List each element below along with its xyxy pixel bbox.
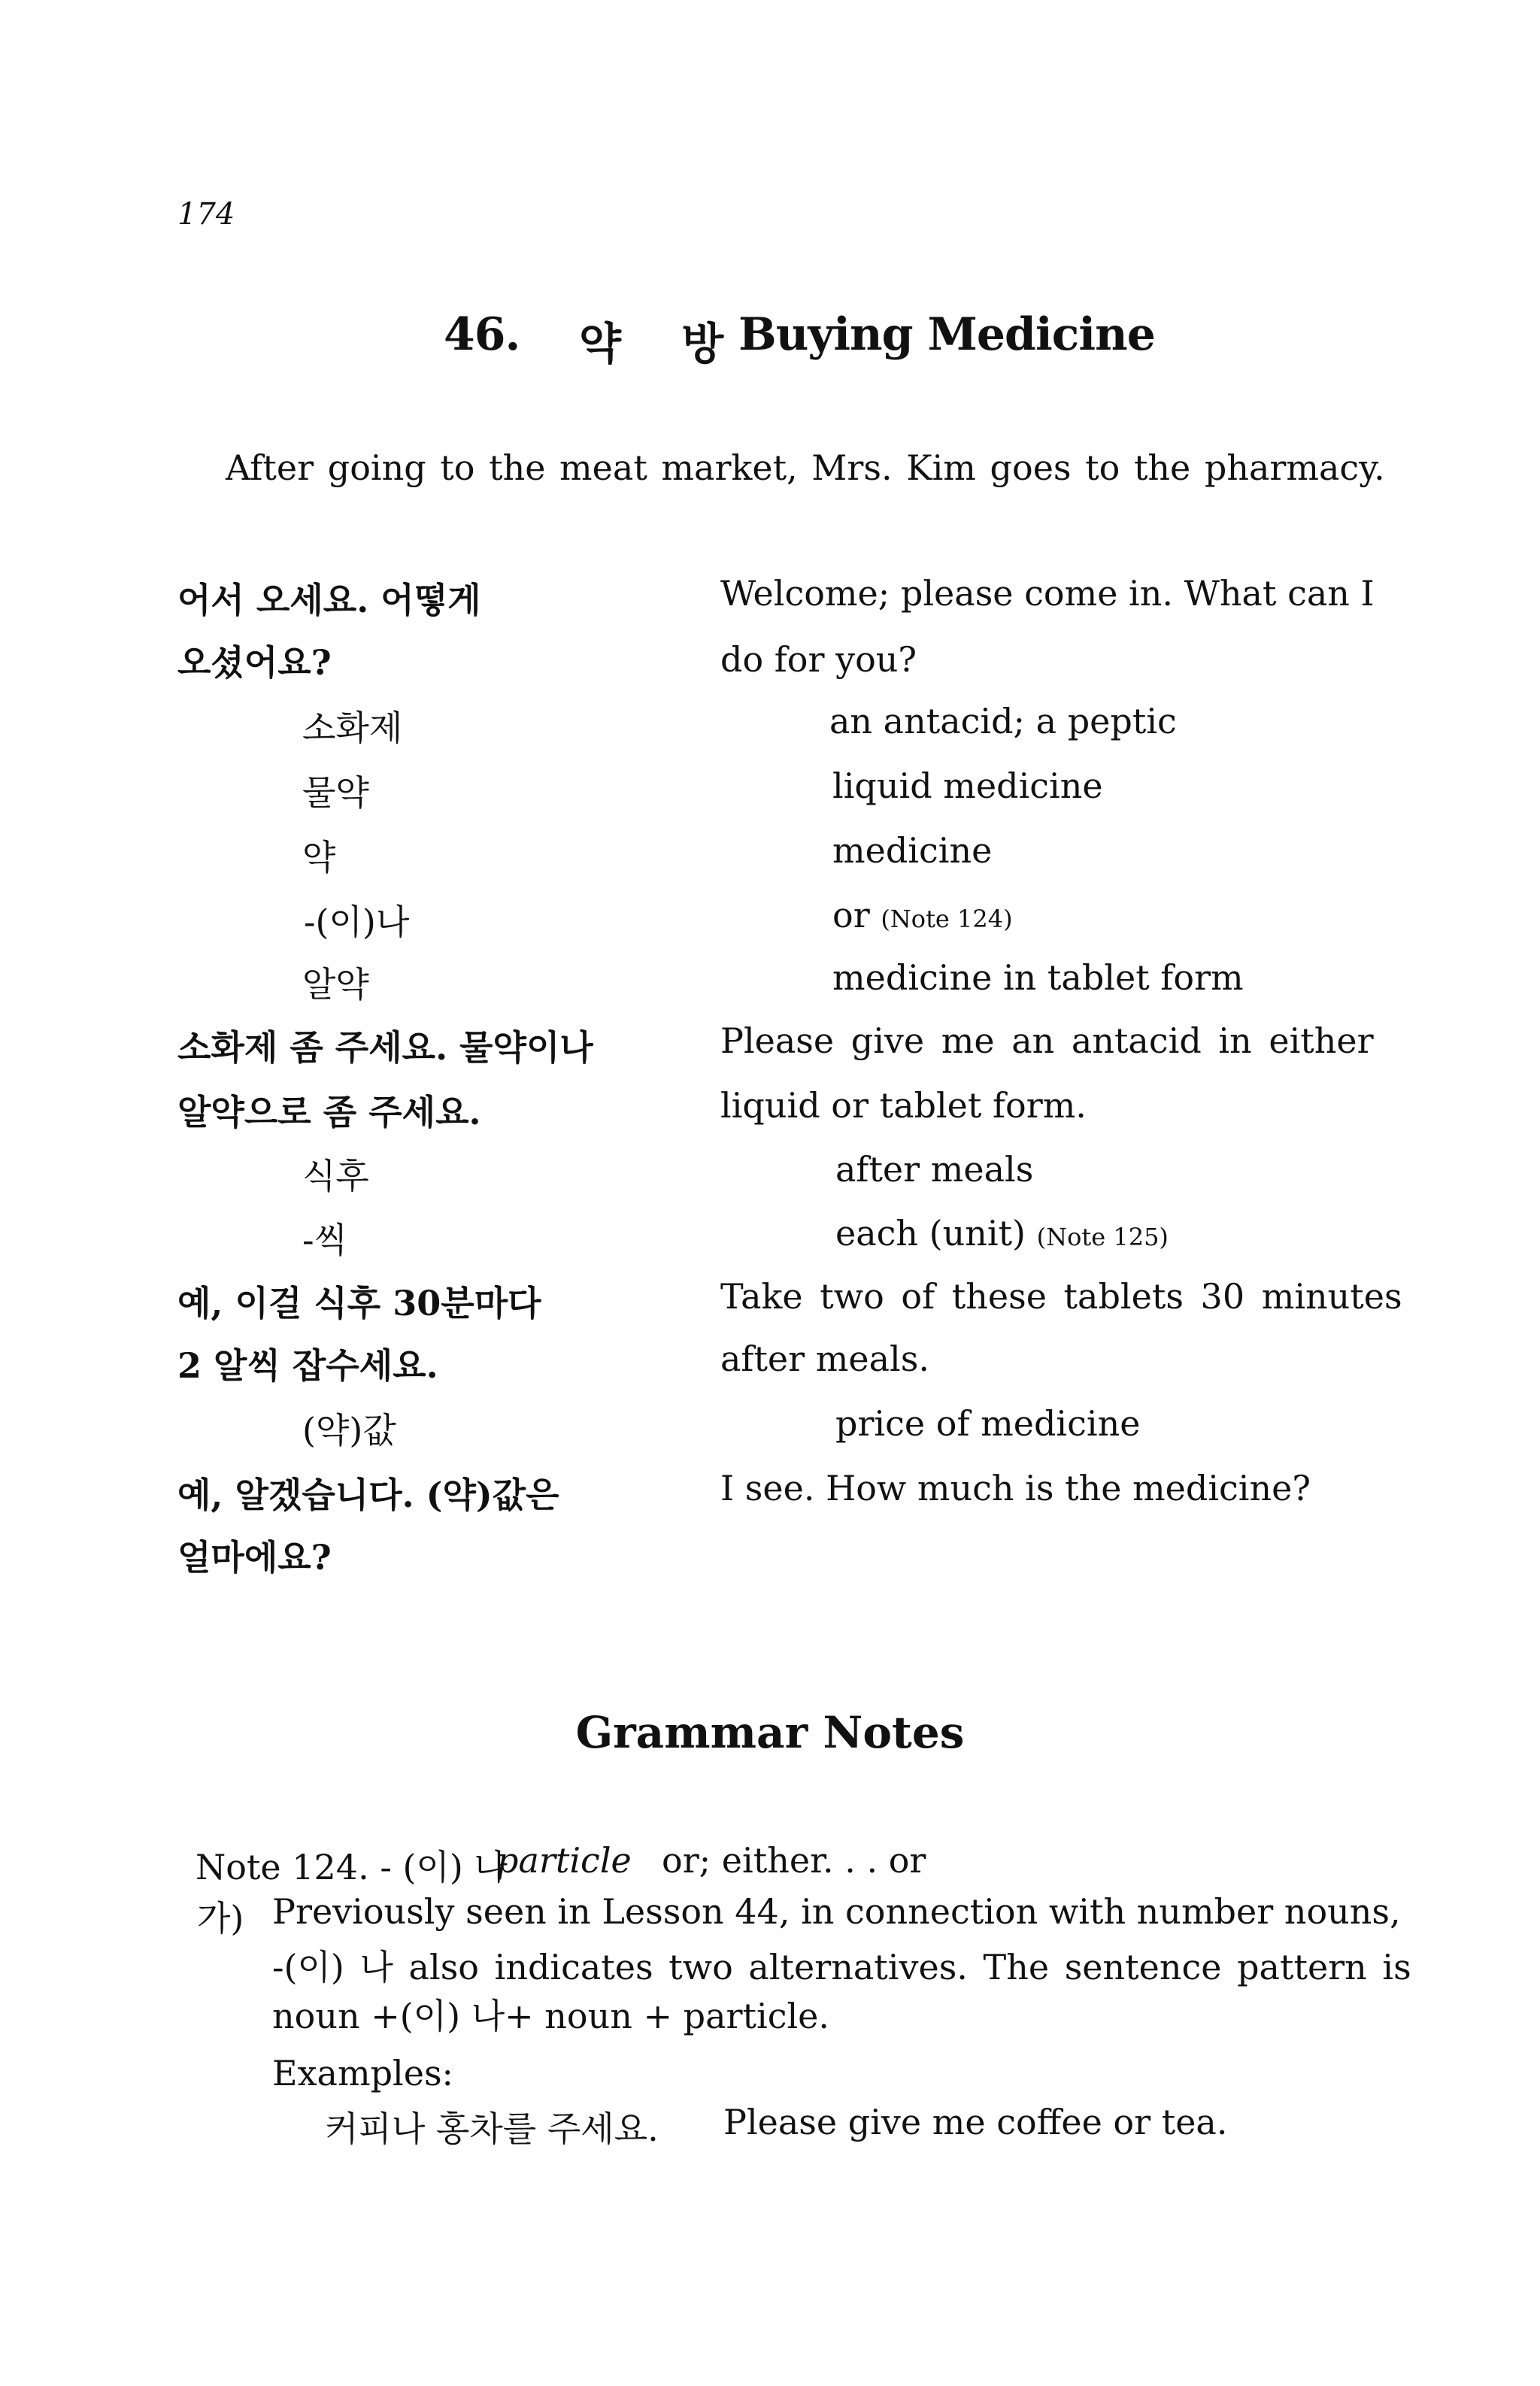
vocab-english: price of medicine bbox=[835, 1403, 1141, 1444]
point-marker: 가) bbox=[197, 1898, 244, 1939]
example-korean: 커피나 홍차를 주세요. bbox=[325, 2109, 659, 2149]
vocab-english: an antacid; a peptic bbox=[829, 701, 1177, 741]
dialogue-english: Take two of these tablets 30 minutes bbox=[720, 1276, 1402, 1317]
vocab-korean: 소화제 bbox=[302, 708, 403, 748]
vocab-korean: 알약 bbox=[302, 964, 369, 1005]
note-gloss: or; either. . . or bbox=[662, 1840, 926, 1881]
note-reference: (Note 125) bbox=[1036, 1223, 1169, 1251]
page-number: 174 bbox=[177, 197, 235, 232]
vocab-english: medicine bbox=[832, 830, 993, 871]
vocab-english-text: or bbox=[832, 895, 870, 935]
vocab-korean: (약)값 bbox=[302, 1410, 396, 1451]
dialogue-english: do for you? bbox=[720, 639, 917, 680]
dialogue-english: liquid or tablet form. bbox=[720, 1085, 1087, 1126]
vocab-korean: 약 bbox=[302, 837, 336, 878]
dialogue-english: Please give me an antacid in either bbox=[720, 1020, 1374, 1061]
dialogue-english: after meals. bbox=[720, 1339, 929, 1379]
dialogue-english: I see. How much is the medicine? bbox=[720, 1468, 1311, 1508]
lesson-title-korean: 약 방 bbox=[579, 318, 747, 369]
dialogue-korean: 어서 오세요. 어떻게 bbox=[177, 580, 481, 620]
lesson-number: 46. bbox=[444, 308, 520, 361]
dialogue-korean: 오셨어요? bbox=[177, 642, 332, 683]
vocab-korean: -(이)나 bbox=[304, 902, 410, 942]
dialogue-korean: 예, 이걸 식후 30분마다 bbox=[177, 1283, 541, 1323]
vocab-english: after meals bbox=[835, 1149, 1034, 1190]
vocab-english bbox=[832, 895, 1013, 935]
dialogue-korean: 예, 알겠습니다. (약)값은 bbox=[177, 1475, 559, 1515]
dialogue-korean: 2 알씩 잡수세요. bbox=[177, 1345, 438, 1386]
dialogue-english: Welcome; please come in. What can I bbox=[720, 573, 1375, 614]
vocab-english: liquid medicine bbox=[832, 766, 1103, 806]
note-paragraph-line: -(이) 나 also indicates two alternatives. The sentence pattern is bbox=[272, 1947, 1411, 1987]
vocab-korean: 물약 bbox=[302, 772, 369, 813]
lesson-intro: After going to the meat market, Mrs. Kim goes to the pharmacy. bbox=[226, 447, 1385, 488]
dialogue-korean: 얼마에요? bbox=[177, 1537, 332, 1578]
vocab-english-text: each (unit) bbox=[835, 1213, 1026, 1254]
note-reference: (Note 124) bbox=[881, 905, 1013, 933]
note-paragraph-line: Previously seen in Lesson 44, in connection with number nouns, bbox=[272, 1891, 1401, 1932]
lesson-title-english: Buying Medicine bbox=[738, 308, 1155, 361]
vocab-english: medicine in tablet form bbox=[832, 957, 1244, 998]
note-term: particle bbox=[496, 1840, 632, 1881]
example-english: Please give me coffee or tea. bbox=[723, 2102, 1228, 2142]
vocab-english bbox=[835, 1213, 1169, 1254]
dialogue-korean: 소화제 좀 주세요. 물약이나 bbox=[177, 1027, 593, 1068]
grammar-notes-heading: Grammar Notes bbox=[575, 1707, 965, 1758]
dialogue-korean: 알약으로 좀 주세요. bbox=[177, 1092, 481, 1132]
vocab-korean: 식후 bbox=[302, 1156, 369, 1196]
examples-label: Examples: bbox=[272, 2053, 454, 2093]
note-paragraph-line: noun +(이) 나+ noun + particle. bbox=[272, 1996, 830, 2036]
vocab-korean: -씩 bbox=[302, 1220, 347, 1260]
note-label: Note 124. - (이) 나 bbox=[196, 1847, 508, 1887]
